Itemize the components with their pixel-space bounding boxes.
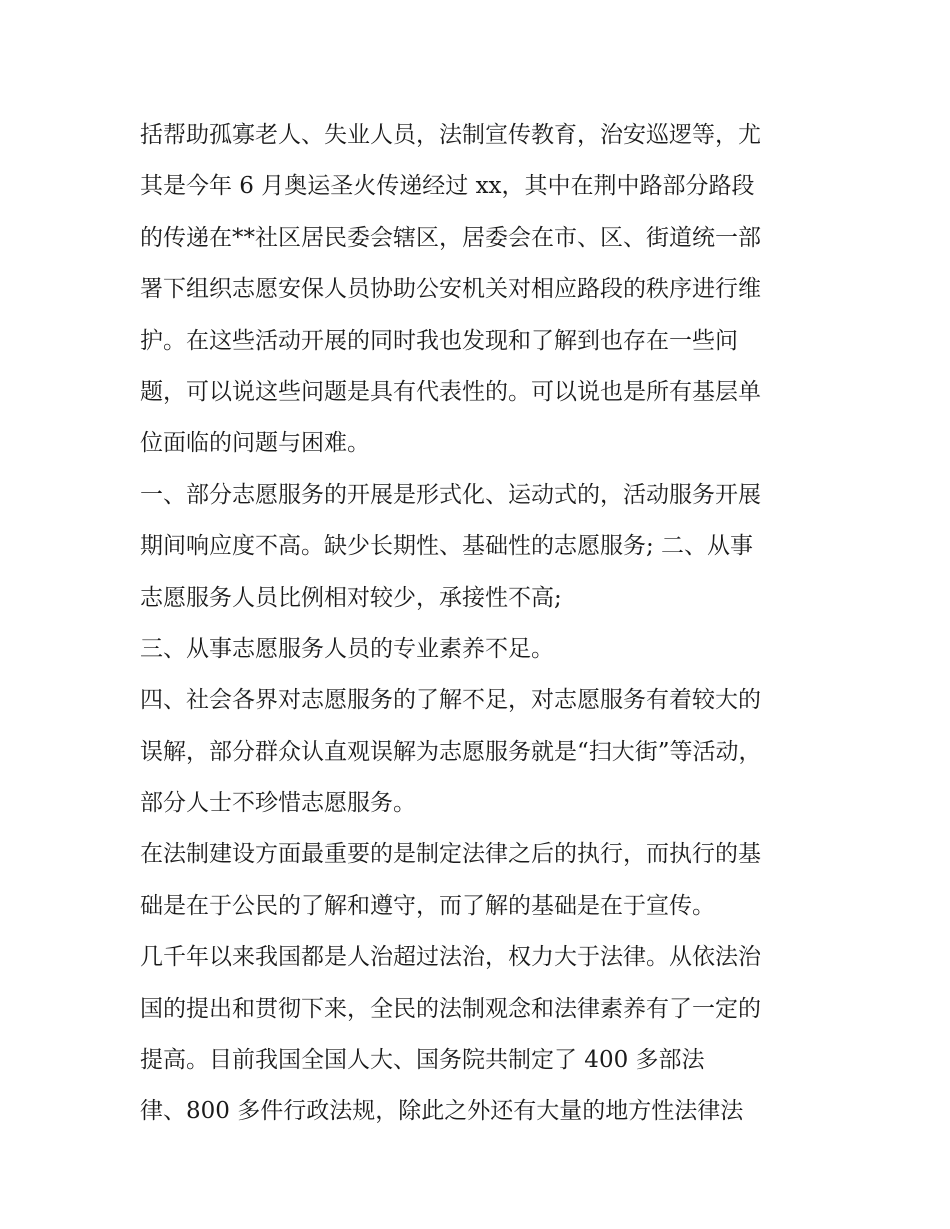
text-line: 三、从事志愿服务人员的专业素养不足。	[140, 635, 554, 662]
text-line: 几千年以来我国都是人治超过法治，权力大于法律。从依法治	[140, 944, 761, 971]
text-line: 护。在这些活动开展的同时我也发现和了解到也存在一些问	[140, 327, 738, 354]
text-line: 的传递在**社区居民委会辖区，居委会在市、区、街道统一部	[140, 224, 761, 251]
text-line: 在法制建设方面最重要的是制定法律之后的执行，而执行的基	[140, 841, 761, 868]
text-line: 律、800 多件行政法规，除此之外还有大量的地方性法律法	[140, 1098, 744, 1125]
text-line: 误解，部分群众认直观误解为志愿服务就是“扫大街”等活动，	[140, 738, 762, 765]
text-line: 提高。目前我国全国人大、国务院共制定了 400 多部法	[140, 1047, 705, 1074]
text-line: 础是在于公民的了解和遵守，而了解的基础是在于宣传。	[140, 892, 715, 919]
text-line: 部分人士不珍惜志愿服务。	[140, 790, 416, 817]
text-line: 一、部分志愿服务的开展是形式化、运动式的，活动服务开展	[140, 481, 761, 508]
document-body	[140, 110, 830, 1138]
text-line: 志愿服务人员比例相对较少，承接性不高;	[140, 584, 562, 611]
text-line: 其是今年 6 月奥运圣火传递经过 xx，其中在荆中路部分路段	[140, 173, 755, 200]
text-line: 四、社会各界对志愿服务的了解不足，对志愿服务有着较大的	[140, 687, 761, 714]
text-line: 期间响应度不高。缺少长期性、基础性的志愿服务; 二、从事	[140, 533, 754, 560]
text-line: 国的提出和贯彻下来，全民的法制观念和法律素养有了一定的	[140, 995, 761, 1022]
text-line: 题，可以说这些问题是具有代表性的。可以说也是所有基层单	[140, 378, 761, 405]
text-line: 括帮助孤寡老人、失业人员，法制宣传教育，治安巡逻等，尤	[140, 122, 761, 148]
text-line: 署下组织志愿安保人员协助公安机关对相应路段的秩序进行维	[140, 276, 761, 303]
text-line: 位面临的问题与困难。	[140, 430, 370, 457]
